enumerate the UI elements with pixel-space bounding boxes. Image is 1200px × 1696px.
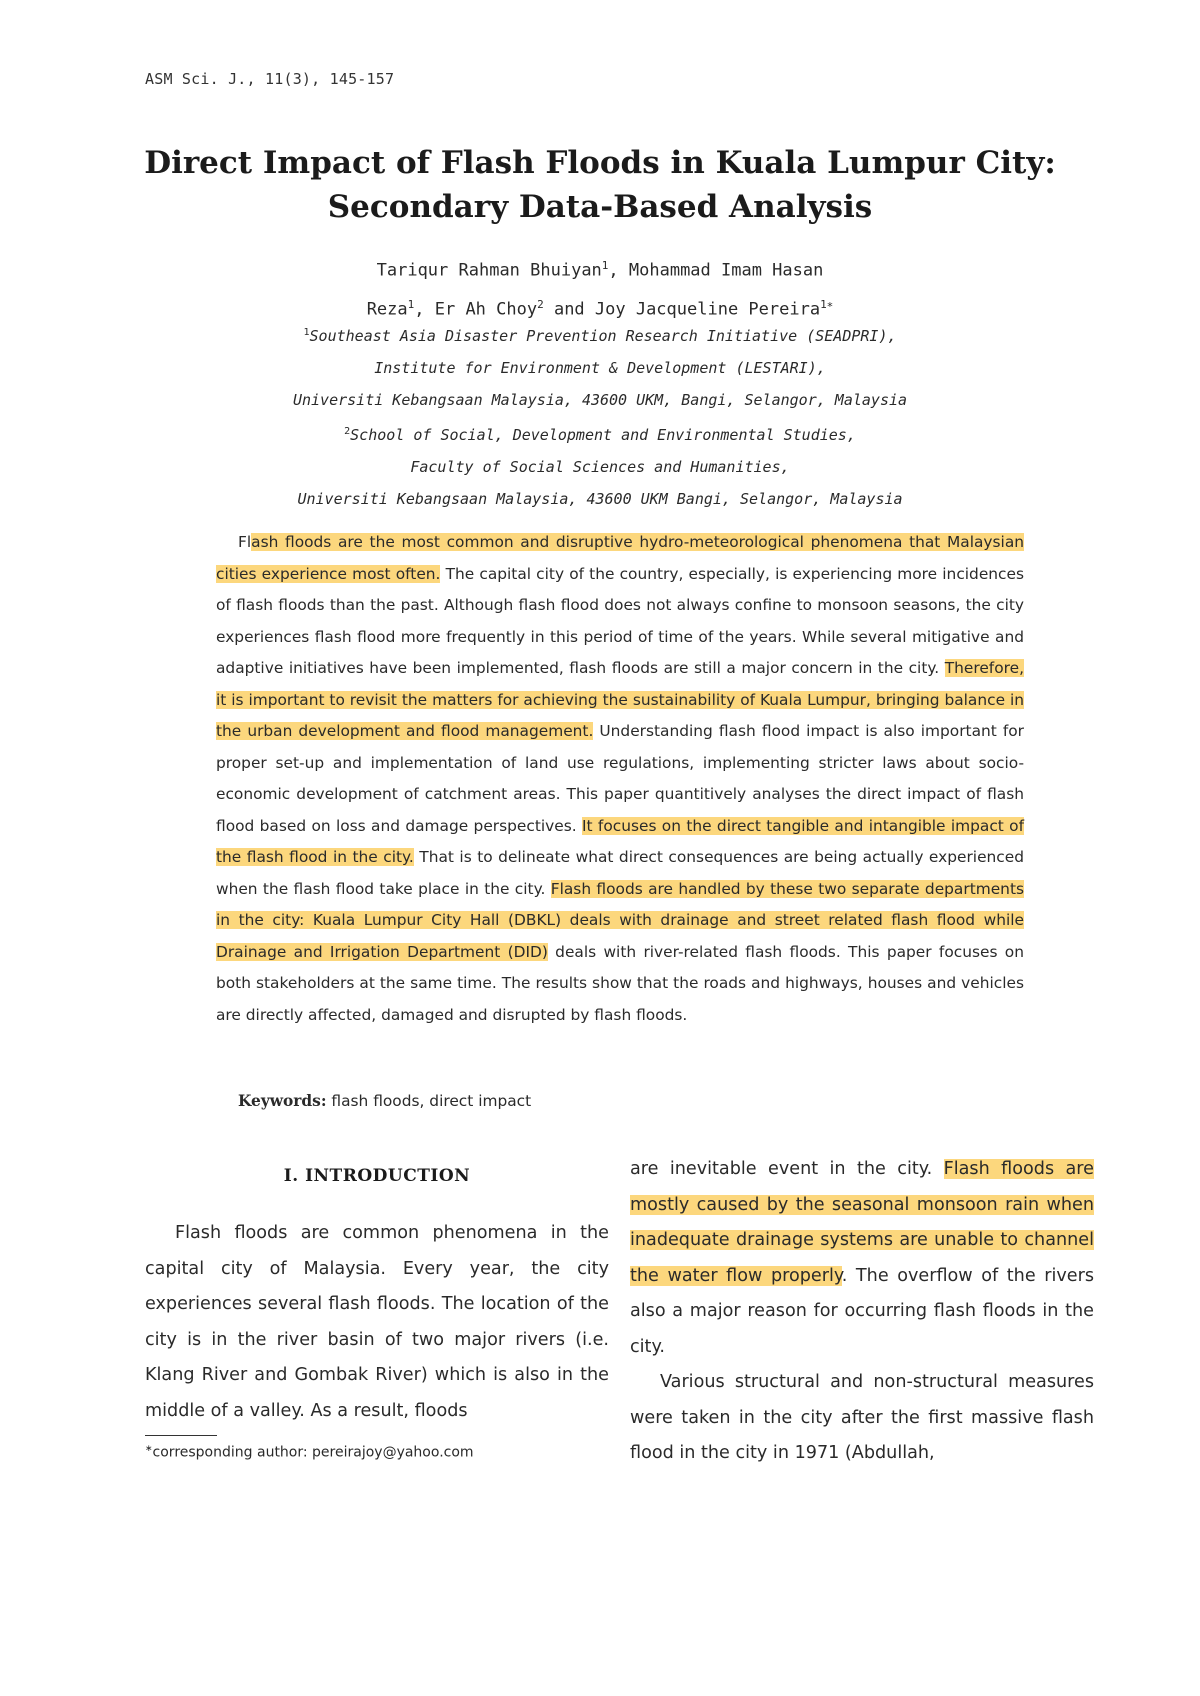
affiliation-mark: 2 — [537, 297, 544, 311]
highlighted-text: Therefore, it is important to revisit the matters for achieving the sustainability of Kuala Lumpur, bringing balance in the urban development and flood management. — [216, 659, 1024, 740]
footnote-rule — [145, 1435, 217, 1436]
affiliation-text: Southeast Asia Disaster Prevention Research Initiative (SEADPRI), — [309, 327, 897, 345]
body-text: are inevitable event in the city. — [630, 1159, 944, 1179]
affiliation-line — [100, 317, 1100, 352]
affiliations — [100, 317, 1100, 515]
affiliation-line: Faculty of Social Sciences and Humanities, — [410, 458, 790, 476]
journal-reference: ASM Sci. J., 11(3), 145-157 — [145, 70, 395, 88]
highlighted-text: Flash floods are mostly caused by the seasonal monsoon rain when inadequate drainage systems are unable to channel the water flow properly — [630, 1159, 1094, 1286]
affiliation-line: Universiti Kebangsaan Malaysia, 43600 UKM Bangi, Selangor, Malaysia — [297, 490, 903, 508]
affiliation-mark: 2 — [344, 426, 351, 437]
footnote — [145, 1444, 474, 1461]
intro-paragraph: Various structural and non-structural measures were taken in the city after the first massive flash flood in the city in 1971 (Abdullah, — [630, 1372, 1094, 1463]
intro-right-column — [630, 1152, 1094, 1472]
author-name: Tariqur Rahman Bhuiyan — [376, 260, 602, 281]
title-line-2: Secondary Data-Based Analysis — [327, 189, 873, 225]
highlighted-text: It focuses on the direct tangible and intangible impact of the flash flood in the city. — [216, 816, 1024, 866]
keywords-label: Keywords: — [238, 1092, 327, 1110]
abstract-text: deals with river-related flash floods. This paper focuses on both stakeholders at the same time. The results show that the roads and highways, houses and vehicles are directly affected, damaged and disrupted by flash floods. — [216, 942, 1024, 1024]
title-line-1: Direct Impact of Flash Floods in Kuala Lumpur City: — [144, 145, 1056, 181]
author-name: and Joy Jacqueline Pereira — [543, 299, 821, 320]
affiliation-mark: 1 — [407, 297, 415, 311]
affiliation-mark: 1 — [303, 327, 310, 338]
highlighted-text: Flash floods are handled by these two separate departments in the city: Kuala Lumpur City Hall (DBKL) deals with drainage and street related flash flood while Drainage and Irrigation Department (DID) — [216, 879, 1024, 961]
body-text: . The overflow of the rivers also a major reason for occurring flash floods in the city. — [630, 1265, 1094, 1357]
intro-paragraph — [630, 1152, 1094, 1365]
highlighted-text: ash floods are the most common and disruptive hydro-meteorological phenomena that Malaysian cities experience most often. — [216, 533, 1024, 583]
keywords — [238, 1092, 531, 1110]
keywords-text: flash floods, direct impact — [326, 1092, 532, 1110]
author-name: , Mohammad Imam Hasan — [608, 260, 824, 281]
author-list — [100, 249, 1100, 326]
abstract-text: Fl — [238, 533, 252, 551]
footnote-text: corresponding author: pereirajoy@yahoo.com — [152, 1444, 474, 1461]
abstract-text: Understanding flash flood impact is also important for proper set-up and implementation of land use regulations, implementing stricter laws about socio-economic development of catchment areas. This paper quantitively analyses the direct impact of flash flood based on loss and damage perspectives. — [216, 722, 1025, 835]
abstract-text: The capital city of the country, especially, is experiencing more incidences of flash floods than the past. Although flash flood does not always confine to monsoon seasons, the city experiences flash flood more frequently in this period of time of the years. While several mitigative and adaptive initiatives have been implemented, flash floods are still a major concern in the city. — [216, 564, 1024, 677]
author-name: , Er Ah Choy — [414, 299, 538, 320]
abstract-text: That is to delineate what direct consequences are being actually experienced when the flash flood take place in the city. — [216, 848, 1024, 898]
intro-left-column: Flash floods are common phenomena in the capital city of Malaysia. Every year, the city experiences several flash floods. The location of the city is in the river basin of two major rivers (i.e. Klang River and Gombak River) which is also in the middle of a valley. As a result, floods — [145, 1223, 609, 1421]
affiliation-line — [100, 416, 1100, 451]
paper-title — [100, 141, 1100, 229]
affiliation-mark: 1 — [601, 259, 609, 272]
section-heading-introduction: I. INTRODUCTION — [283, 1166, 471, 1186]
author-name: Reza — [366, 299, 408, 320]
affiliation-line: Institute for Environment & Development (LESTARI), — [374, 359, 826, 377]
affiliation-text: School of Social, Development and Environmental Studies, — [350, 426, 856, 444]
author-line-1 — [100, 249, 1100, 288]
footnote-mark: ∗ — [145, 1444, 153, 1454]
affiliation-line: Universiti Kebangsaan Malaysia, 43600 UKM, Bangi, Selangor, Malaysia — [292, 391, 908, 409]
affiliation-mark: 1∗ — [820, 297, 834, 311]
abstract — [216, 527, 1024, 1031]
